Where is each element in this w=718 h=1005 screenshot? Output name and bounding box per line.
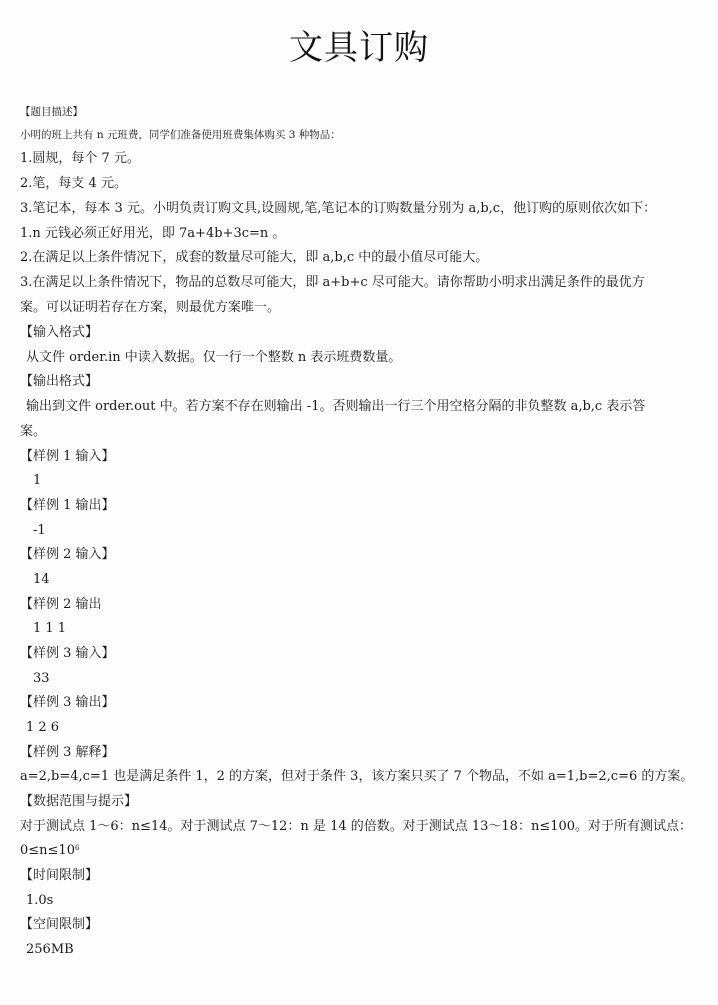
section-heading-memory-limit: 【空间限制】 xyxy=(20,917,99,932)
section-heading-sample-1-input: 【样例 1 输入】 xyxy=(20,449,115,464)
description-text: 案。可以证明若存在方案，则最优方案唯一。 xyxy=(20,300,281,315)
memory-limit-value: 256MB xyxy=(26,942,74,957)
description-text: 3.在满足以上条件情况下，物品的总数尽可能大，即 a+b+c 尽可能大。请你帮助小明求出满足条件的最优方 xyxy=(20,275,645,290)
sample-value: 1 xyxy=(33,473,42,488)
sample-value: 33 xyxy=(33,671,50,686)
description-text: 2.在满足以上条件情况下，成套的数量尽可能大，即 a,b,c 中的最小值尽可能大。 xyxy=(20,250,489,265)
section-heading-sample-2-input: 【样例 2 输入】 xyxy=(20,547,115,562)
constraints-text xyxy=(20,842,79,860)
section-heading-sample-3-explanation: 【样例 3 解释】 xyxy=(20,745,115,760)
constraints-text: 对于测试点 1～6：n≤14。对于测试点 7～12：n 是 14 的倍数。对于测试点 13～18：n≤100。对于所有测试点： xyxy=(20,819,693,834)
output-format-text: 案。 xyxy=(20,424,47,439)
description-text: 1.n 元钱必须正好用光，即 7a+4b+3c=n 。 xyxy=(20,226,286,241)
description-text: 1.圆规，每个 7 元。 xyxy=(20,151,140,166)
description-text: 2.笔，每支 4 元。 xyxy=(20,176,127,191)
sample-value: 14 xyxy=(33,572,50,587)
section-heading-output-format: 【输出格式】 xyxy=(20,374,99,389)
section-heading-input-format: 【输入格式】 xyxy=(20,325,99,340)
section-heading-sample-1-output: 【样例 1 输出】 xyxy=(20,498,115,513)
section-heading-time-limit: 【时间限制】 xyxy=(20,868,99,883)
input-format-text: 从文件 order.in 中读入数据。仅一行一个整数 n 表示班费数量。 xyxy=(26,350,402,365)
description-text: 3.笔记本，每本 3 元。小明负责订购文具,设圆规,笔,笔记本的订购数量分别为 a,b,c，他订购的原则依次如下： xyxy=(20,201,657,216)
constraint-base: 0≤n≤10 xyxy=(20,843,75,858)
time-limit-value: 1.0s xyxy=(26,893,54,908)
sample-value: 1 1 1 xyxy=(33,621,67,636)
section-heading-constraints: 【数据范围与提示】 xyxy=(20,794,138,809)
section-heading-sample-2-output: 【样例 2 输出 xyxy=(20,597,102,612)
output-format-text: 输出到文件 order.out 中。若方案不存在则输出 -1。否则输出一行三个用空格分隔的非负整数 a,b,c 表示答 xyxy=(26,399,646,414)
sample-value: -1 xyxy=(33,523,46,538)
constraint-exponent: 6 xyxy=(74,844,80,852)
description-text: 小明的班上共有 n 元班费，同学们准备使用班费集体购买 3 种物品： xyxy=(20,129,341,141)
sample-value: 1 2 6 xyxy=(26,720,60,735)
section-heading-description: 【题目描述】 xyxy=(20,106,83,118)
section-heading-sample-3-output: 【样例 3 输出】 xyxy=(20,695,115,710)
page-title: 文具订购 xyxy=(289,28,429,68)
section-heading-sample-3-input: 【样例 3 输入】 xyxy=(20,646,115,661)
explanation-text: a=2,b=4,c=1 也是满足条件 1，2 的方案，但对于条件 3，该方案只买了 7 个物品，不如 a=1,b=2,c=6 的方案。 xyxy=(20,769,694,784)
